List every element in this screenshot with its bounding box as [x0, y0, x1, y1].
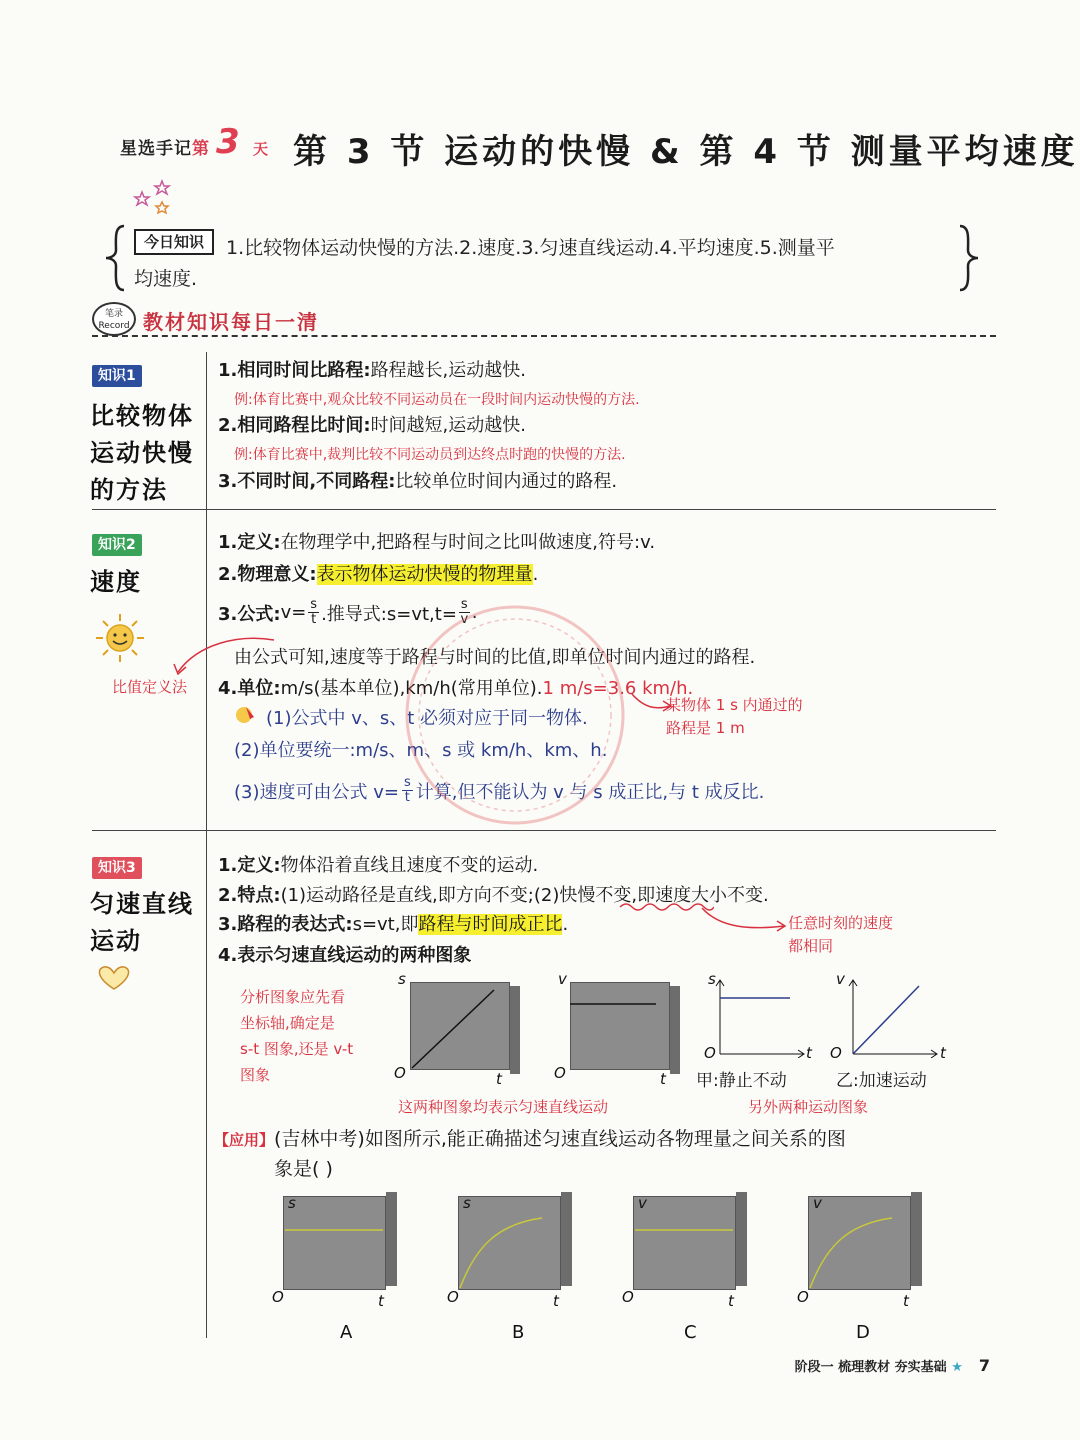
axis-label: v — [638, 1194, 647, 1212]
axis-label: t — [728, 1292, 734, 1310]
dashed-divider — [92, 335, 996, 337]
watermark-stamp — [400, 600, 630, 830]
k3-name: 匀速直线 运动 — [90, 890, 194, 955]
axis-label: O — [797, 1288, 809, 1306]
day-unit: 天 — [253, 140, 269, 158]
axis-label: O — [622, 1288, 634, 1306]
axis-label: t — [553, 1292, 559, 1310]
k3-analysis-note: 分析图象应先看 坐标轴,确定是 s-t 图象,还是 v-t 图象 — [240, 988, 354, 1084]
yi-label: 乙:加速运动 — [836, 1071, 927, 1091]
k2-side-note: 比值定义法 — [112, 678, 188, 696]
axis-label: O — [704, 1044, 716, 1062]
axis-label: t — [660, 1070, 666, 1088]
vt-graph-line — [570, 982, 670, 1070]
k2-bullet1: (1)公式中 v、s、t 必须对应于同一物体. — [266, 708, 588, 729]
stars-icon — [132, 178, 180, 218]
k1-line2: 2.相同路程比时间:时间越短,运动越快. — [218, 415, 527, 436]
star-icon: ★ — [951, 1360, 963, 1375]
sun-smile-icon — [92, 610, 148, 666]
option-a-side — [386, 1192, 397, 1286]
row-divider — [92, 830, 996, 831]
record-badge: 笔录 Record — [92, 302, 136, 336]
brand-label: 星选手记第 — [120, 139, 210, 159]
row-divider — [92, 509, 996, 510]
k2-bullet2: (2)单位要统一:m/s、m、s 或 km/h、km、h. — [234, 740, 608, 761]
axis-label: s — [463, 1194, 471, 1212]
page-footer: 阶段一 梳理教材 夯实基础 ★ 7 — [794, 1356, 990, 1375]
k1-line1: 1.相同时间比路程:路程越长,运动越快. — [218, 360, 527, 381]
k2-line2: 2.物理意义:表示物体运动快慢的物理量. — [218, 564, 539, 585]
k1-tag: 知识1 — [92, 365, 142, 387]
option-d-line — [808, 1196, 911, 1290]
k2-unit-note: 某物体 1 s 内通过的 路程是 1 m — [666, 696, 803, 737]
axis-label: t — [378, 1292, 384, 1310]
k1-name: 比较物体 运动快慢 的方法 — [90, 402, 194, 504]
k2-line4: 由公式可知,速度等于路程与时间的比值,即单位时间内通过的路程. — [234, 647, 756, 668]
k2-tag: 知识2 — [92, 534, 142, 556]
st-graph-line — [410, 982, 510, 1070]
option-b-label[interactable]: B — [512, 1322, 525, 1343]
axis-label: O — [272, 1288, 284, 1306]
option-b-side — [561, 1192, 572, 1286]
axis-label: t — [903, 1292, 909, 1310]
axis-label: v — [558, 970, 567, 988]
day-number: 3 — [216, 122, 240, 162]
column-divider — [206, 352, 207, 1338]
today-text-cont: 均速度. — [134, 268, 198, 290]
k1-example1: 例:体育比赛中,观众比较不同运动员在一段时间内运动快慢的方法. — [234, 392, 640, 408]
k2-line1: 1.定义:在物理学中,把路程与时间之比叫做速度,符号:v. — [218, 532, 656, 553]
k2-unit-line: 4.单位:m/s(基本单位),km/h(常用单位).1 m/s=3.6 km/h. — [218, 678, 694, 699]
k2-formula-line: 3.公式: v= $\frac{s}{t}$ .推导式:s=vt,t= $\frac{s}{v}$ . — [218, 597, 478, 627]
option-b-line — [458, 1196, 561, 1290]
axis-label: s — [398, 970, 406, 988]
option-c-label[interactable]: C — [684, 1322, 697, 1343]
k3-line1: 1.定义:物体沿着直线且速度不变的运动. — [218, 855, 539, 876]
graph-note-1: 这两种图象均表示匀速直线运动 — [398, 1098, 609, 1116]
k3-tag: 知识3 — [92, 857, 142, 879]
k3-speed-note: 任意时刻的速度 都相同 — [788, 914, 894, 955]
axis-label: s — [288, 1194, 296, 1212]
k3-line4: 4.表示匀速直线运动的两种图象 — [218, 945, 472, 966]
axis-label: O — [830, 1044, 842, 1062]
axis-label: t — [806, 1044, 812, 1062]
axis-label: O — [447, 1288, 459, 1306]
option-a-line — [283, 1196, 386, 1290]
apply-question: 【应用】(吉林中考)如图所示,能正确描述匀速直线运动各物理量之间关系的图 — [214, 1128, 846, 1150]
st-graph-side — [510, 986, 520, 1074]
k2-bullet3: (3)速度可由公式 v= $\frac{s}{t}$ 计算,但不能认为 v 与 s 成正比,与 t 成反比. — [234, 775, 765, 805]
k1-example2: 例:体育比赛中,裁判比较不同运动员到达终点时跑的快慢的方法. — [234, 447, 626, 463]
axis-label: s — [708, 970, 716, 988]
k1-line3: 3.不同时间,不同路程:比较单位时间内通过的路程. — [218, 471, 618, 492]
yi-graph — [845, 978, 945, 1058]
option-d-side — [911, 1192, 922, 1286]
k2-name: 速度 — [90, 568, 142, 596]
jia-label: 甲:静止不动 — [696, 1071, 787, 1091]
unit-note-arrow — [630, 688, 674, 718]
record-title: 教材知识每日一清 — [143, 310, 319, 334]
axis-label: O — [394, 1064, 406, 1082]
jia-graph — [712, 978, 812, 1058]
page-title: 第 3 节 运动的快慢 & 第 4 节 测量平均速度 — [293, 132, 1079, 172]
graph-note-2: 另外两种运动图象 — [748, 1098, 869, 1116]
option-d-label[interactable]: D — [856, 1322, 870, 1343]
heart-doodle-icon — [92, 962, 136, 992]
k3-line3: 3.路程的表达式:s=vt,即路程与时间成正比. — [218, 914, 569, 935]
today-tag: 今日知识 — [134, 229, 214, 255]
option-c-side — [736, 1192, 747, 1286]
option-a-label[interactable]: A — [340, 1322, 353, 1343]
today-text: 1.比较物体运动快慢的方法.2.速度.3.匀速直线运动.4.平均速度.5.测量平 — [226, 237, 835, 259]
axis-label: v — [813, 1194, 822, 1212]
axis-label: v — [836, 970, 845, 988]
pin-icon — [232, 703, 264, 727]
k3-line2: 2.特点:(1)运动路径是直线,即方向不变;(2)快慢不变,即速度大小不变. — [218, 885, 769, 906]
axis-label: O — [554, 1064, 566, 1082]
option-c-line — [633, 1196, 736, 1290]
axis-label: t — [940, 1044, 946, 1062]
axis-label: t — [496, 1070, 502, 1088]
speed-note-arrow — [700, 906, 788, 936]
apply-question-cont: 象是( ) — [274, 1158, 333, 1180]
vt-graph-side — [670, 986, 680, 1074]
